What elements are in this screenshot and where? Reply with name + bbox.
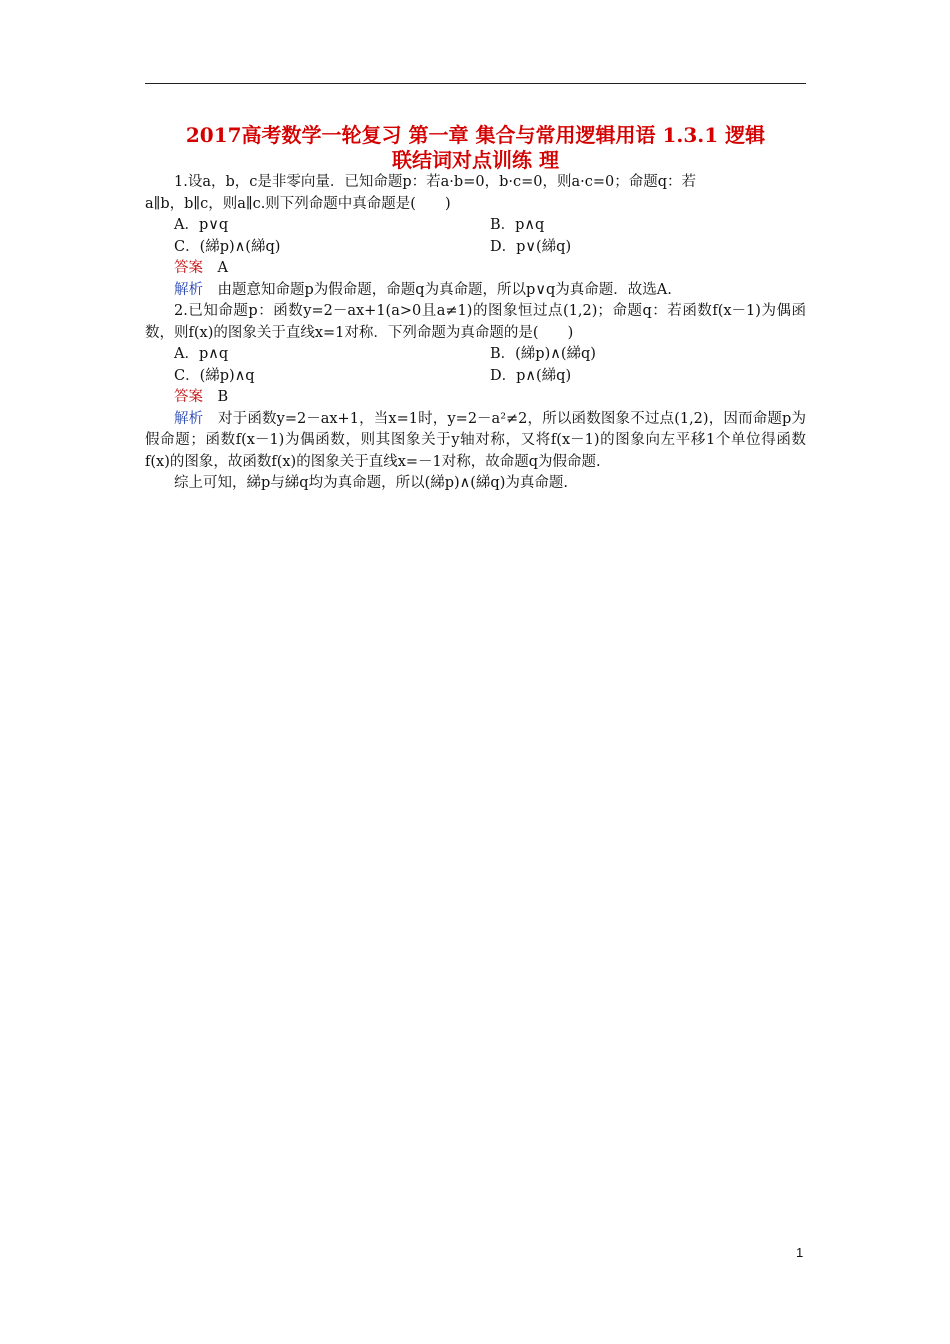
q2-options-row-2: [145, 366, 806, 388]
q2-option-d: D．p∧(綈q): [490, 367, 572, 384]
q1-stem-line-1: 1.设a，b，c是非零向量．已知命题p：若a·b=0，b·c=0，则a·c=0；命题q：若: [174, 174, 696, 190]
header-rule: [145, 83, 806, 84]
q1-option-a: A．p∨q: [174, 217, 229, 233]
q1-answer: [145, 258, 806, 280]
q2-analysis-label: 解析: [174, 410, 204, 427]
q1-options-row-1: [145, 215, 806, 237]
title-line-2: 联结词对点训练 理: [392, 148, 559, 172]
q1-stem-line-2: a∥b，b∥c，则a∥c.则下列命题中真命题是( ): [145, 195, 451, 212]
q2-answer-label: 答案: [174, 389, 203, 405]
title-line-1: 2017高考数学一轮复习 第一章 集合与常用逻辑用语 1.3.1 逻辑: [185, 123, 766, 147]
q1-option-d: D．p∨(綈q): [490, 238, 572, 255]
q1-analysis-label: 解析: [174, 281, 203, 298]
q1-option-b: B．p∧q: [490, 217, 545, 233]
document-body: [145, 172, 806, 495]
q2-answer-value: B: [203, 389, 229, 405]
q1-options-row-2: [145, 237, 806, 259]
q1-analysis: [145, 280, 806, 302]
q2-option-a: A．p∧q: [174, 346, 229, 362]
q2-analysis: [145, 409, 806, 474]
q1-answer-value: A: [203, 260, 228, 276]
q1-answer-label: 答案: [174, 260, 203, 276]
q1-analysis-text: 由题意知命题p为假命题，命题q为真命题，所以p∨q为真命题．故选A.: [203, 281, 672, 298]
page-number: 1: [796, 1245, 804, 1260]
q2-option-c: C．(綈p)∧q: [174, 367, 255, 384]
q2-stem: 2.已知命题p：函数y=2－ax+1(a>0且a≠1)的图象恒过点(1,2)；命题q：若函数f(x－1)为偶函数，则f(x)的图象关于直线x=1对称．下列命题为真命题的是( ): [145, 303, 806, 341]
q1-option-c: C．(綈p)∧(綈q): [174, 238, 281, 255]
q2-answer: [145, 387, 806, 409]
q2-option-b: B．(綈p)∧(綈q): [490, 346, 596, 362]
q2-conclusion: 综上可知，綈p与綈q均为真命题，所以(綈p)∧(綈q)为真命题.: [174, 475, 568, 491]
q2-options-row-1: [145, 344, 806, 366]
q2-analysis-text: 对于函数y=2－ax+1，当x=1时，y=2－a²≠2，所以函数图象不过点(1,2)，因而命题p为假命题；函数f(x－1)为偶函数，则其图象关于y轴对称，又将f(x－1)的图象向左平移1个单位得函数f(x)的图象，故函数f(x)的图象关于直线x=－1对称，故命题q为假命题.: [145, 410, 807, 470]
page-title: [145, 123, 806, 173]
